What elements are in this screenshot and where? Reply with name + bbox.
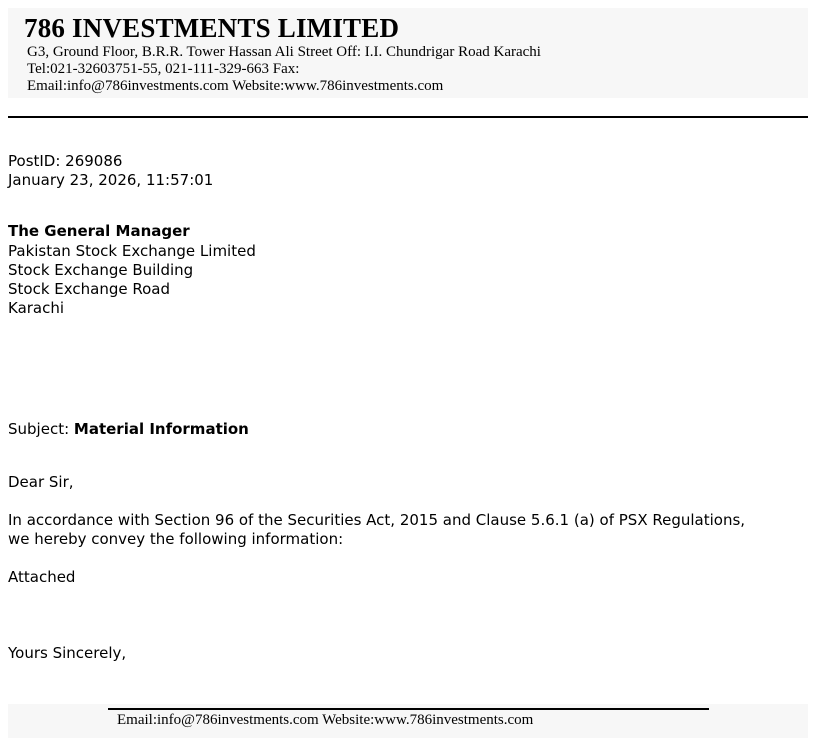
footer (8, 704, 808, 738)
body-paragraph-line: we hereby convey the following information: (8, 530, 344, 548)
recipient-line: Stock Exchange Building (8, 261, 194, 279)
company-phone-fax: Tel:021-32603751-55, 021-111-329-663 Fax: (27, 61, 300, 77)
recipient-line: Karachi (8, 299, 65, 317)
recipient-line: Pakistan Stock Exchange Limited (8, 242, 256, 260)
company-name: 786 INVESTMENTS LIMITED (24, 13, 400, 43)
footer-divider (108, 708, 709, 710)
post-id: PostID: 269086 (8, 152, 123, 170)
subject-text: Material Information (73, 420, 249, 438)
subject-label: Subject: (8, 420, 74, 438)
subject-line (8, 420, 249, 439)
recipient-line: Stock Exchange Road (8, 280, 170, 298)
salutation: Dear Sir, (8, 473, 74, 491)
attachment-note: Attached (8, 568, 76, 586)
closing: Yours Sincerely, (8, 644, 127, 662)
company-email-website: Email:info@786investments.com Website:www.786investments.com (27, 78, 444, 94)
footer-contact: Email:info@786investments.com Website:www.786investments.com (117, 712, 534, 728)
letterhead (8, 8, 808, 98)
header-divider (8, 116, 808, 118)
post-datetime: January 23, 2026, 11:57:01 (8, 171, 214, 189)
body-paragraph-line: In accordance with Section 96 of the Securities Act, 2015 and Clause 5.6.1 (a) of PSX Regulations, (8, 511, 746, 529)
company-address: G3, Ground Floor, B.R.R. Tower Hassan Ali Street Off: I.I. Chundrigar Road Karachi (27, 44, 541, 60)
recipient-title: The General Manager (8, 222, 190, 240)
